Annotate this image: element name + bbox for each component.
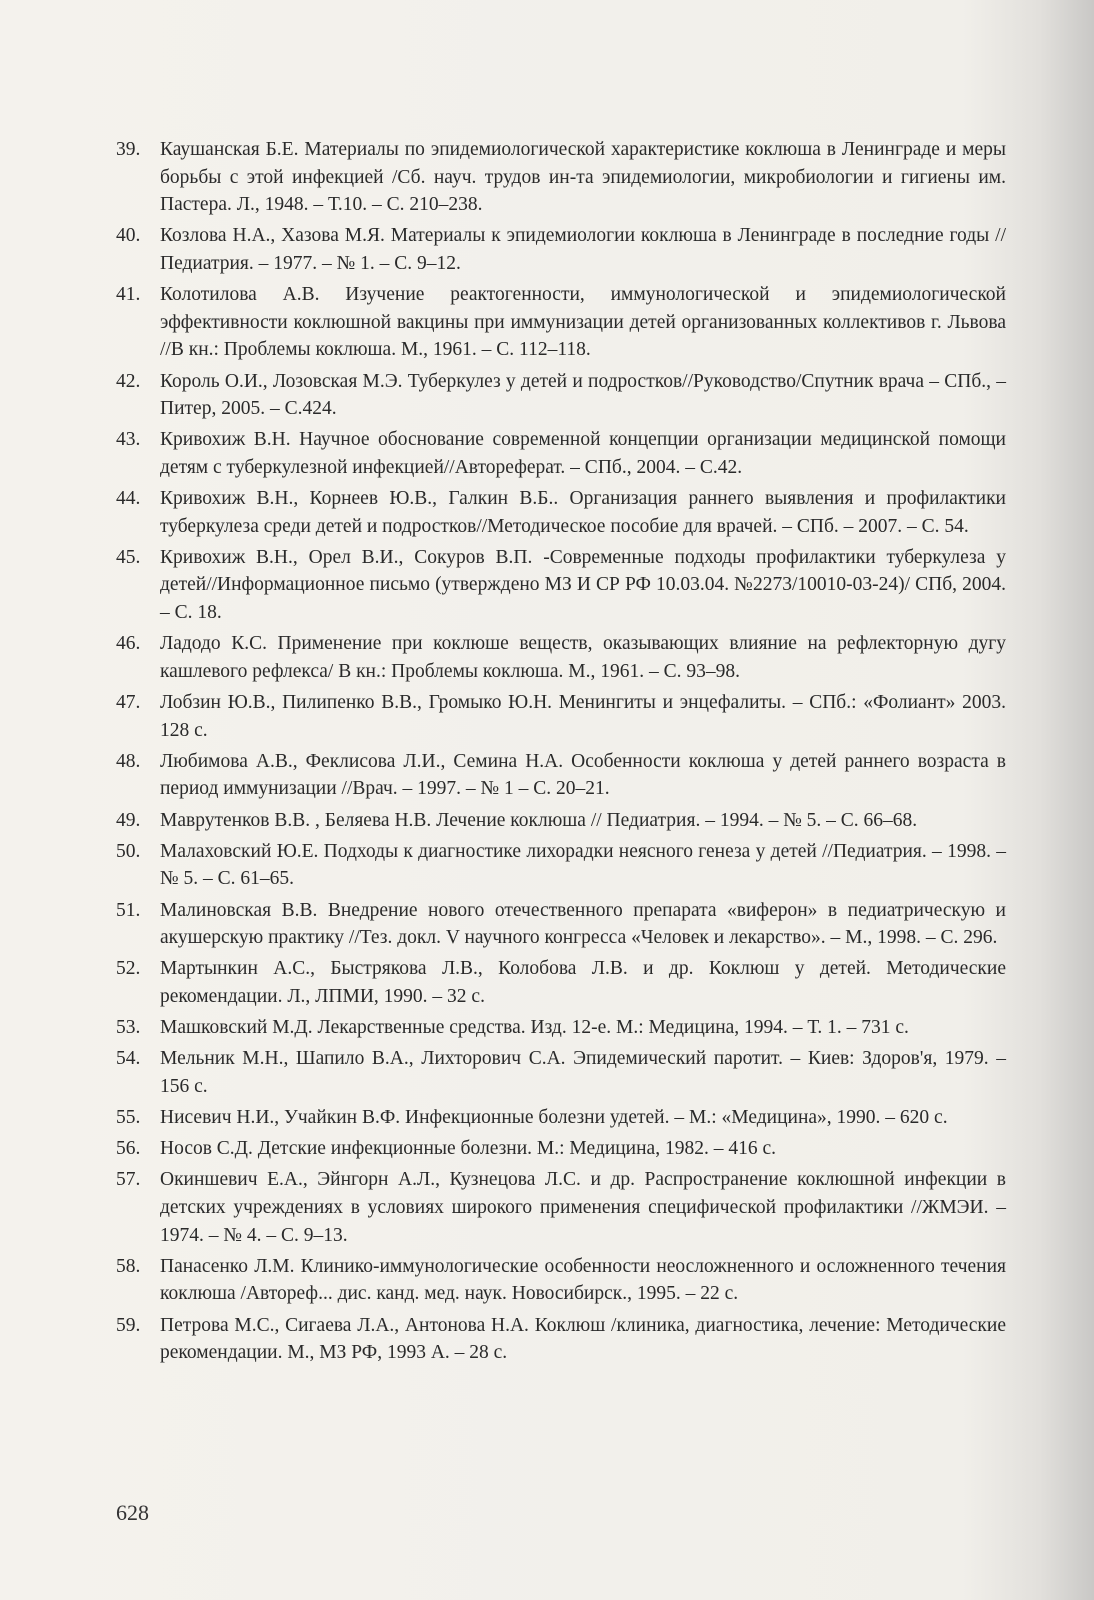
reference-text: Любимова А.В., Феклисова Л.И., Семина Н.А. Особенности коклюша у детей раннего возраста в период иммунизации //Врач. – 1997. – № 1 – С. 20–21. — [160, 750, 1006, 800]
reference-text: Козлова Н.А., Хазова М.Я. Материалы к эпидемиологии коклюша в Ленинграде в последние годы //Педиатрия. – 1977. – № 1. – С. 9–12. — [160, 225, 1006, 274]
reference-text: Маврутенков В.В. , Беляева Н.В. Лечение коклюша // Педиатрия. – 1994. – № 5. – С. 66–68. — [160, 809, 918, 831]
reference-text: Ладодо К.С. Применение при коклюше веществ, оказывающих влияние на рефлекторную дугу кашлевого рефлекса/ В кн.: Проблемы коклюша. М., 1961. – С. 93–98. — [160, 633, 1006, 682]
reference-number: 45. — [116, 546, 141, 568]
reference-item — [116, 748, 1006, 803]
reference-text: Машковский М.Д. Лекарственные средства. Изд. 12-е. М.: Медицина, 1994. – Т. 1. – 731 с. — [160, 1017, 909, 1039]
reference-number: 54. — [116, 1048, 141, 1070]
reference-number: 55. — [116, 1107, 141, 1129]
reference-number: 57. — [116, 1169, 141, 1191]
reference-item — [116, 838, 1006, 893]
reference-number: 41. — [116, 284, 141, 306]
reference-text: Окиншевич Е.А., Эйнгорн А.Л., Кузнецова Л.С. и др. Распространение коклюшной инфекции в детских учреждениях в условиях широкого применения специфической профилактики //ЖМЭИ. – 1974. – № 4. – С. 9–13. — [160, 1169, 1006, 1246]
reference-item — [116, 485, 1006, 540]
reference-text: Кривохиж В.Н. Научное обоснование современной концепции организации медицинской помощи детям с туберкулезной инфекцией//Автореферат. – СПб., 2004. – С.42. — [160, 429, 1006, 478]
reference-item — [116, 368, 1006, 423]
reference-item — [116, 630, 1006, 685]
reference-item — [116, 222, 1006, 277]
reference-item — [116, 1045, 1006, 1100]
reference-text: Мартынкин А.С., Быстрякова Л.В., Колобова Л.В. и др. Коклюш у детей. Методические рекомендации. Л., ЛПМИ, 1990. – 32 с. — [160, 958, 1006, 1007]
reference-number: 39. — [116, 139, 141, 160]
reference-number: 58. — [116, 1255, 141, 1277]
reference-text: Малаховский Ю.Е. Подходы к диагностике лихорадки неясного генеза у детей //Педиатрия. – 1998. – № 5. – С. 61–65. — [160, 840, 1006, 890]
reference-number: 47. — [116, 692, 141, 714]
reference-text: Панасенко Л.М. Клинико-иммунологические особенности неосложненного и осложненного течения коклюша /Автореф... дис. канд. мед. наук. Новосибирск., 1995. – 22 с. — [160, 1255, 1006, 1305]
reference-number: 40. — [116, 225, 141, 247]
reference-text: Носов С.Д. Детские инфекционные болезни. М.: Медицина, 1982. – 416 с. — [160, 1138, 776, 1160]
reference-text: Каушанская Б.Е. Материалы по эпидемиологической характеристике коклюша в Ленинграде и меры борьбы с этой инфекцией /Сб. науч. трудов ин-та эпидемиологии, микробиологии и гигиены им. Пастера. Л., 1948. – Т.10. – С. 210–238. — [160, 139, 1006, 216]
reference-item — [116, 426, 1006, 481]
reference-number: 44. — [116, 488, 141, 510]
reference-number: 53. — [116, 1017, 141, 1039]
reference-text: Король О.И., Лозовская М.Э. Туберкулез у детей и подростков//Руководство/Спутник врача – СПб., – Питер, 2005. – С.424. — [160, 370, 1006, 420]
reference-item — [116, 544, 1006, 627]
reference-text: Кривохиж В.Н., Орел В.И., Сокуров В.П. -Современные подходы профилактики туберкулеза у детей//Информационное письмо (утверждено МЗ И СР РФ 10.03.04. №2273/10010-03-24)/ СПб, 2004. – С. 18. — [160, 546, 1006, 624]
reference-number: 43. — [116, 429, 141, 451]
page-number: 628 — [116, 1500, 149, 1525]
reference-number: 51. — [116, 899, 141, 921]
reference-number: 50. — [116, 840, 141, 862]
reference-number: 52. — [116, 958, 141, 980]
reference-item — [116, 689, 1006, 744]
reference-number: 46. — [116, 633, 141, 655]
reference-item — [116, 136, 1006, 219]
reference-item — [116, 1014, 1006, 1042]
reference-text: Малиновская В.В. Внедрение нового отечественного препарата «виферон» в педиатрическую и акушерскую практику //Тез. докл. V научного конгресса «Человек и лекарство». – М., 1998. – С. 296. — [160, 899, 1006, 949]
reference-text: Петрова М.С., Сигаева Л.А., Антонова Н.А. Коклюш /клиника, диагностика, лечение: Методические рекомендации. М., МЗ РФ, 1993 А. – 28 с. — [160, 1314, 1006, 1364]
reference-number: 42. — [116, 370, 141, 392]
reference-text: Колотилова А.В. Изучение реактогенности, иммунологической и эпидемиологической эффективности коклюшной вакцины при иммунизации детей организованных коллективов г. Львова //В кн.: Проблемы коклюша. М., 1961. – С. 112–118. — [160, 284, 1006, 361]
reference-text: Мельник М.Н., Шапило В.А., Лихторович С.А. Эпидемический паротит. – Киев: Здоров'я, 1979. – 156 с. — [160, 1048, 1006, 1097]
reference-item — [116, 1253, 1006, 1308]
reference-number: 59. — [116, 1314, 141, 1336]
reference-list — [116, 136, 1006, 1370]
reference-item — [116, 1135, 1006, 1163]
reference-text: Кривохиж В.Н., Корнеев Ю.В., Галкин В.Б.. Организация раннего выявления и профилактики туберкулеза среди детей и подростков//Методическое пособие для врачей. – СПб. – 2007. – С. 54. — [160, 488, 1006, 537]
reference-text: Нисевич Н.И., Учайкин В.Ф. Инфекционные болезни удетей. – М.: «Медицина», 1990. – 620 с. — [160, 1107, 948, 1129]
reference-item — [116, 1312, 1006, 1367]
reference-number: 56. — [116, 1138, 141, 1160]
reference-number: 48. — [116, 750, 141, 772]
reference-item — [116, 897, 1006, 952]
reference-item — [116, 955, 1006, 1010]
reference-text: Лобзин Ю.В., Пилипенко В.В., Громыко Ю.Н. Менингиты и энцефалиты. – СПб.: «Фолиант» 2003. 128 с. — [160, 692, 1006, 741]
reference-item — [116, 807, 1006, 835]
reference-item — [116, 1166, 1006, 1249]
reference-number: 49. — [116, 809, 141, 831]
reference-item — [116, 281, 1006, 364]
reference-item — [116, 1104, 1006, 1132]
